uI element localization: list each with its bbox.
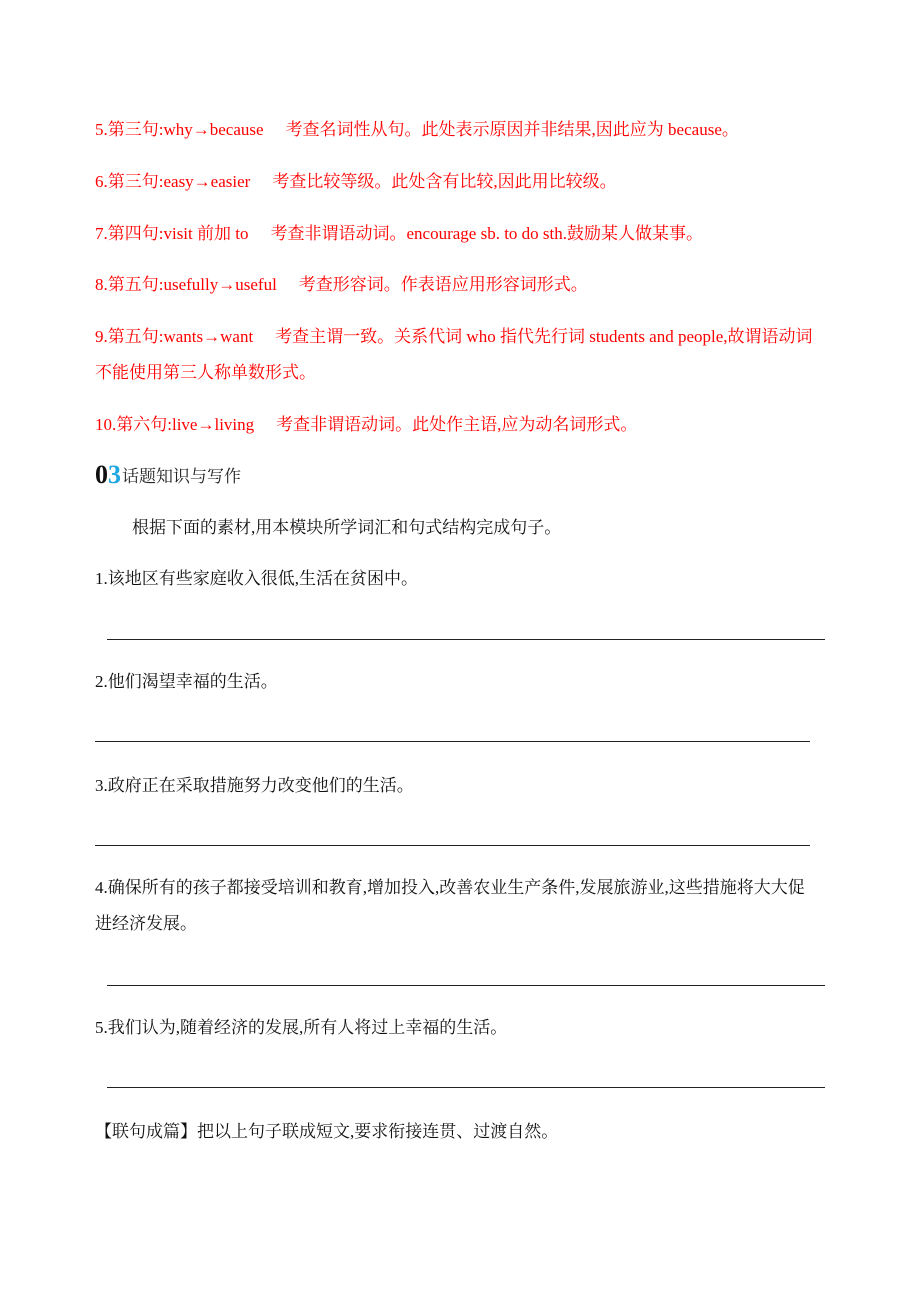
final-task: 【联句成篇】把以上句子联成短文,要求衔接连贯、过渡自然。 xyxy=(95,1122,559,1141)
question: 4.确保所有的孩子都接受培训和教育,增加投入,改善农业生产条件,发展旅游业,这些措施将大大促进经济发展。 xyxy=(95,878,805,933)
section-title: 话题知识与写作 xyxy=(122,467,241,486)
correction-item xyxy=(95,275,588,295)
section-heading xyxy=(95,462,241,488)
question: 1.该地区有些家庭收入很低,生活在贫困中。 xyxy=(95,569,418,588)
correction-item xyxy=(95,120,739,140)
correction-note: 考查非谓语动词。encourage sb. to do sth.鼓励某人做某事。 xyxy=(270,224,704,243)
section-number-accent: 3 xyxy=(108,460,121,489)
correction-head: 5.第三句:why→because xyxy=(95,120,264,139)
question: 5.我们认为,随着经济的发展,所有人将过上幸福的生活。 xyxy=(95,1018,508,1037)
correction-note: 考查名词性从句。此处表示原因并非结果,因此应为 because。 xyxy=(285,120,739,139)
correction-note: 考查比较等级。此处含有比较,因此用比较级。 xyxy=(272,172,617,191)
answer-line[interactable] xyxy=(95,845,810,846)
correction-head: 9.第五句:wants→want xyxy=(95,327,254,346)
answer-line[interactable] xyxy=(107,1087,825,1088)
correction-item xyxy=(95,319,820,391)
answer-line[interactable] xyxy=(107,639,825,640)
answer-line[interactable] xyxy=(95,741,810,742)
correction-item xyxy=(95,415,637,435)
section-number: 0 xyxy=(95,460,108,489)
correction-head: 6.第三句:easy→easier xyxy=(95,172,251,191)
correction-note: 考查形容词。作表语应用形容词形式。 xyxy=(298,275,588,294)
question: 2.他们渴望幸福的生活。 xyxy=(95,672,278,691)
instruction: 根据下面的素材,用本模块所学词汇和句式结构完成句子。 xyxy=(132,518,562,537)
correction-note: 考查主谓一致。关系代词 who 指代先行词 students and people,故谓语动词不能使用第三人称单数形式。 xyxy=(95,327,813,382)
correction-note: 考查非谓语动词。此处作主语,应为动名词形式。 xyxy=(276,415,638,434)
correction-head: 8.第五句:usefully→useful xyxy=(95,275,277,294)
correction-item xyxy=(95,172,617,192)
answer-line[interactable] xyxy=(107,985,825,986)
correction-item xyxy=(95,224,703,244)
correction-head: 7.第四句:visit 前加 to xyxy=(95,224,249,243)
correction-head: 10.第六句:live→living xyxy=(95,415,255,434)
question: 3.政府正在采取措施努力改变他们的生活。 xyxy=(95,776,414,795)
